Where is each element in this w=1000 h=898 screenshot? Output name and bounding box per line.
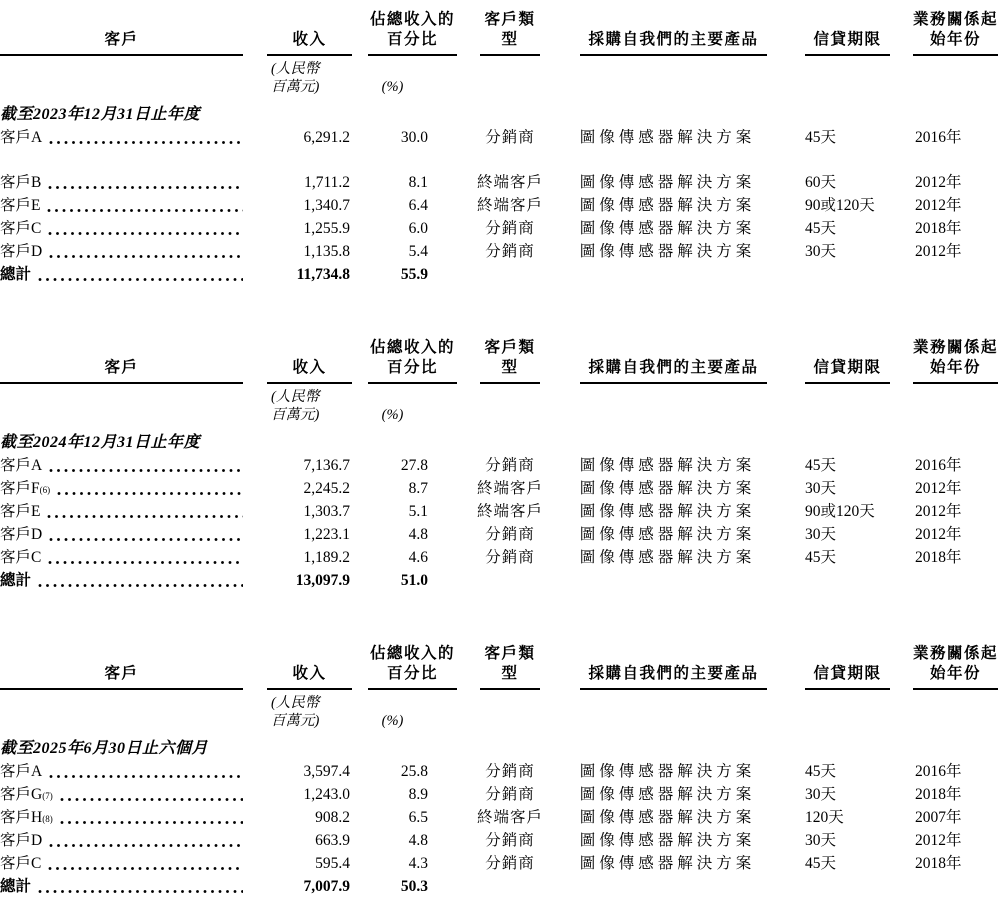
table-row [0, 126, 1000, 149]
table-row [0, 546, 1000, 569]
revenue-value: 6,291.2 [303, 129, 350, 146]
total-percentage-value: 50.3 [400, 878, 428, 895]
credit-period-value: 30天 [805, 832, 837, 849]
column-header-customer-type: 客戶類型 [480, 10, 540, 56]
dot-leader [48, 468, 243, 473]
total-revenue-value: 11,734.8 [296, 266, 350, 283]
table-row [0, 217, 1000, 240]
customer-name: 客戶C [0, 855, 42, 872]
revenue-value: 1,223.1 [303, 526, 350, 543]
credit-period-value: 120天 [805, 809, 844, 826]
column-header-credit-period: 信貸期限 [805, 358, 890, 384]
percentage-value: 30.0 [400, 129, 428, 146]
dot-leader [59, 820, 243, 825]
dot-leader [48, 843, 243, 848]
total-percentage-value: 55.9 [400, 266, 428, 283]
credit-period-value: 45天 [805, 763, 837, 780]
customer-name: 客戶G [0, 786, 43, 803]
revenue-units-label: (人民幣 百萬元) [271, 61, 320, 95]
percentage-units-label: (%) [381, 79, 404, 95]
dot-leader [47, 866, 243, 871]
total-revenue-value: 13,097.9 [295, 572, 350, 589]
total-revenue-value: 7,007.9 [303, 878, 350, 895]
start-year-value: 2012年 [915, 174, 962, 191]
table-row [0, 194, 1000, 217]
customer-type-value: 分銷商 [485, 243, 535, 260]
table-row [0, 852, 1000, 875]
credit-period-value: 60天 [805, 174, 837, 191]
products-value: 圖像傳感器解決方案 [579, 457, 756, 474]
customer-name: 客戶D [0, 832, 43, 849]
total-label: 總計 [0, 572, 32, 589]
column-header-products: 採購自我們的主要產品 [580, 30, 767, 56]
total-row [0, 875, 1000, 898]
column-header-revenue: 收入 [267, 30, 352, 56]
products-value: 圖像傳感器解決方案 [579, 549, 756, 566]
percentage-value: 8.1 [408, 174, 428, 191]
start-year-value: 2018年 [915, 220, 962, 237]
revenue-value: 663.9 [315, 832, 350, 849]
percentage-value: 4.8 [408, 526, 428, 543]
products-value: 圖像傳感器解決方案 [579, 174, 756, 191]
products-value: 圖像傳感器解決方案 [579, 786, 756, 803]
column-header-credit-period: 信貸期限 [805, 30, 890, 56]
spacer-row [0, 149, 1000, 171]
column-header-start-year: 業務關係起 始年份 [913, 10, 998, 56]
customer-name: 客戶B [0, 174, 42, 191]
products-value: 圖像傳感器解決方案 [579, 855, 756, 872]
table-row [0, 240, 1000, 263]
revenue-value: 1,711.2 [304, 174, 350, 191]
dot-leader [37, 583, 243, 588]
percentage-value: 27.8 [400, 457, 428, 474]
revenue-value: 1,340.7 [303, 197, 350, 214]
products-value: 圖像傳感器解決方案 [579, 763, 756, 780]
start-year-value: 2012年 [915, 832, 962, 849]
total-percentage-value: 51.0 [400, 572, 428, 589]
revenue-value: 3,597.4 [303, 763, 350, 780]
dot-leader [48, 254, 243, 259]
products-value: 圖像傳感器解決方案 [579, 526, 756, 543]
customer-type-value: 分銷商 [485, 457, 535, 474]
table-row [0, 829, 1000, 852]
table-row [0, 171, 1000, 194]
credit-period-value: 45天 [805, 855, 837, 872]
column-header-customer: 客戶 [0, 664, 243, 690]
customer-type-value: 分銷商 [485, 220, 535, 237]
customer-name: 客戶F [0, 480, 40, 497]
percentage-value: 6.4 [408, 197, 428, 214]
credit-period-value: 30天 [805, 243, 837, 260]
percentage-value: 5.4 [408, 243, 428, 260]
column-header-percentage: 佔總收入的 百分比 [368, 10, 457, 56]
revenue-value: 1,303.7 [303, 503, 350, 520]
percentage-value: 4.6 [408, 549, 428, 566]
start-year-value: 2018年 [915, 786, 962, 803]
column-header-customer: 客戶 [0, 30, 243, 56]
column-header-percentage: 佔總收入的 百分比 [368, 644, 457, 690]
products-value: 圖像傳感器解決方案 [579, 220, 756, 237]
dot-leader [47, 560, 243, 565]
revenue-value: 1,255.9 [303, 220, 350, 237]
customer-type-value: 終端客戶 [476, 197, 543, 214]
customer-type-value: 分銷商 [485, 763, 535, 780]
revenue-units-label: (人民幣 百萬元) [271, 389, 320, 423]
column-header-start-year: 業務關係起 始年份 [913, 644, 998, 690]
dot-leader [48, 537, 243, 542]
customer-type-value: 分銷商 [485, 786, 535, 803]
revenue-value: 7,136.7 [303, 457, 350, 474]
dot-leader [48, 140, 243, 145]
column-header-customer: 客戶 [0, 358, 243, 384]
dot-leader [47, 231, 243, 236]
customer-type-value: 分銷商 [485, 832, 535, 849]
percentage-units-label: (%) [381, 407, 404, 423]
percentage-value: 5.1 [408, 503, 428, 520]
customer-name: 客戶C [0, 549, 42, 566]
period-title: 截至2023年12月31日止年度 [0, 106, 201, 123]
dot-leader [37, 889, 243, 894]
percentage-value: 8.7 [408, 480, 428, 497]
total-row [0, 569, 1000, 592]
customer-name: 客戶C [0, 220, 42, 237]
table-header-row [0, 6, 1000, 56]
customer-name: 客戶A [0, 763, 43, 780]
customer-name: 客戶A [0, 129, 43, 146]
customer-type-value: 終端客戶 [476, 809, 543, 826]
column-header-customer-type: 客戶類型 [480, 644, 540, 690]
customer-type-value: 分銷商 [485, 549, 535, 566]
column-header-credit-period: 信貸期限 [805, 664, 890, 690]
customer-type-value: 分銷商 [485, 526, 535, 543]
units-row [0, 56, 1000, 98]
credit-period-value: 45天 [805, 220, 837, 237]
customer-type-value: 終端客戶 [476, 480, 543, 497]
total-label: 總計 [0, 878, 32, 895]
column-header-products: 採購自我們的主要產品 [580, 358, 767, 384]
table-row: 客戶F (6) 2,245.2 8.7 終端客戶 圖像傳感器解決方案 30天 2012年 [0, 477, 1000, 500]
rows-body [0, 126, 1000, 263]
revenue-units-label: (人民幣 百萬元) [271, 695, 320, 729]
revenue-value: 1,135.8 [303, 243, 350, 260]
credit-period-value: 30天 [805, 526, 837, 543]
products-value: 圖像傳感器解決方案 [579, 832, 756, 849]
revenue-value: 908.2 [315, 809, 350, 826]
revenue-value: 595.4 [315, 855, 350, 872]
table-row [0, 760, 1000, 783]
customer-name: 客戶H [0, 809, 43, 826]
customer-revenue-table [0, 334, 1000, 592]
customer-name: 客戶A [0, 457, 43, 474]
table-row [0, 454, 1000, 477]
table-header-row [0, 640, 1000, 690]
percentage-value: 6.5 [408, 809, 428, 826]
start-year-value: 2012年 [915, 480, 962, 497]
total-label: 總計 [0, 266, 32, 283]
customer-revenue-table [0, 640, 1000, 898]
rows-body [0, 454, 1000, 569]
products-value: 圖像傳感器解決方案 [579, 480, 756, 497]
column-header-revenue: 收入 [267, 664, 352, 690]
dot-leader [47, 185, 243, 190]
percentage-value: 8.9 [408, 786, 428, 803]
customer-type-value: 終端客戶 [476, 503, 543, 520]
dot-leader [46, 514, 243, 519]
credit-period-value: 30天 [805, 480, 837, 497]
table-row: 客戶H (8) 908.2 6.5 終端客戶 圖像傳感器解決方案 120天 2007年 [0, 806, 1000, 829]
units-row [0, 690, 1000, 732]
table-row: 客戶G (7) 1,243.0 8.9 分銷商 圖像傳感器解決方案 30天 2018年 [0, 783, 1000, 806]
units-row [0, 384, 1000, 426]
percentage-value: 4.3 [408, 855, 428, 872]
credit-period-value: 30天 [805, 786, 837, 803]
customer-name: 客戶E [0, 503, 41, 520]
table-row [0, 500, 1000, 523]
column-header-revenue: 收入 [267, 358, 352, 384]
start-year-value: 2018年 [915, 855, 962, 872]
start-year-value: 2012年 [915, 243, 962, 260]
customer-type-value: 分銷商 [485, 855, 535, 872]
customer-name: 客戶D [0, 526, 43, 543]
percentage-value: 6.0 [408, 220, 428, 237]
revenue-value: 2,245.2 [303, 480, 350, 497]
start-year-value: 2012年 [915, 197, 962, 214]
customer-name: 客戶E [0, 197, 41, 214]
total-row [0, 263, 1000, 286]
customer-type-value: 分銷商 [485, 129, 535, 146]
column-header-customer-type: 客戶類型 [480, 338, 540, 384]
start-year-value: 2016年 [915, 457, 962, 474]
period-title-row [0, 98, 1000, 126]
revenue-value: 1,243.0 [303, 786, 350, 803]
customer-type-value: 終端客戶 [476, 174, 543, 191]
products-value: 圖像傳感器解決方案 [579, 197, 756, 214]
column-header-start-year: 業務關係起 始年份 [913, 338, 998, 384]
percentage-units-label: (%) [381, 713, 404, 729]
dot-leader [56, 491, 243, 496]
dot-leader [48, 774, 243, 779]
products-value: 圖像傳感器解決方案 [579, 129, 756, 146]
percentage-value: 25.8 [400, 763, 428, 780]
credit-period-value: 45天 [805, 129, 837, 146]
credit-period-value: 90或120天 [805, 197, 875, 214]
period-title-row [0, 732, 1000, 760]
start-year-value: 2012年 [915, 526, 962, 543]
start-year-value: 2018年 [915, 549, 962, 566]
start-year-value: 2016年 [915, 763, 962, 780]
revenue-value: 1,189.2 [303, 549, 350, 566]
dot-leader [46, 208, 243, 213]
dot-leader [59, 797, 243, 802]
rows-body [0, 760, 1000, 875]
table-row [0, 523, 1000, 546]
period-title: 截至2025年6月30日止六個月 [0, 740, 209, 757]
credit-period-value: 90或120天 [805, 503, 875, 520]
products-value: 圖像傳感器解決方案 [579, 243, 756, 260]
customer-name: 客戶D [0, 243, 43, 260]
column-header-products: 採購自我們的主要產品 [580, 664, 767, 690]
customer-revenue-table [0, 6, 1000, 286]
table-header-row [0, 334, 1000, 384]
start-year-value: 2012年 [915, 503, 962, 520]
start-year-value: 2007年 [915, 809, 962, 826]
dot-leader [37, 277, 243, 282]
credit-period-value: 45天 [805, 457, 837, 474]
credit-period-value: 45天 [805, 549, 837, 566]
products-value: 圖像傳感器解決方案 [579, 809, 756, 826]
products-value: 圖像傳感器解決方案 [579, 503, 756, 520]
period-title-row [0, 426, 1000, 454]
period-title: 截至2024年12月31日止年度 [0, 434, 201, 451]
percentage-value: 4.8 [408, 832, 428, 849]
column-header-percentage: 佔總收入的 百分比 [368, 338, 457, 384]
start-year-value: 2016年 [915, 129, 962, 146]
